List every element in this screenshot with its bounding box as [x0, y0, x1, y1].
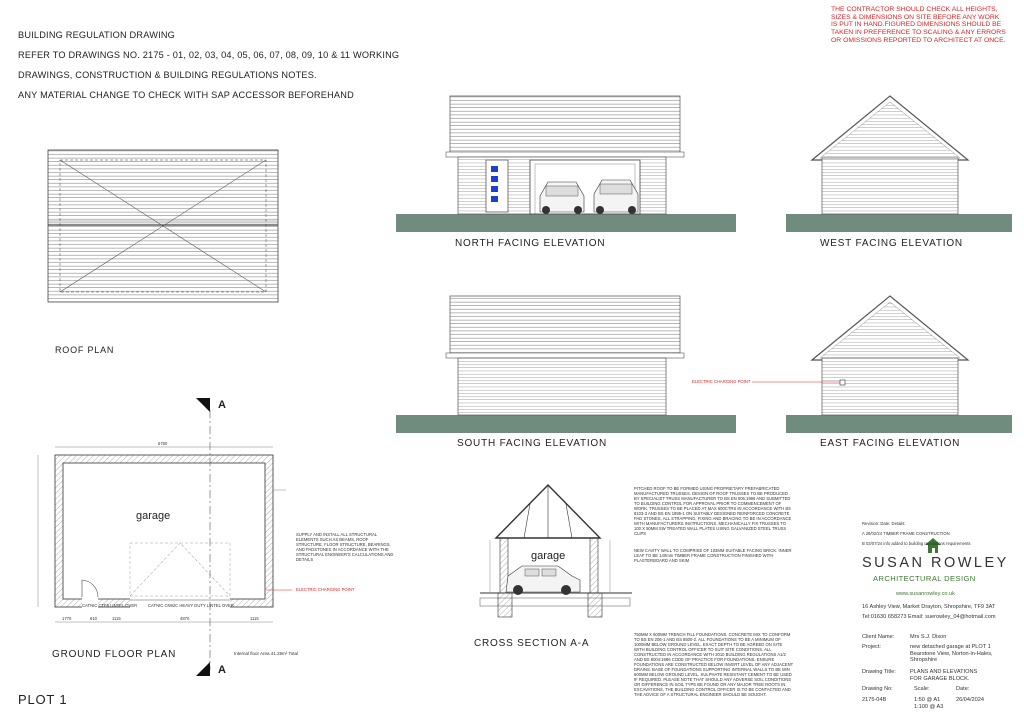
company-contact: Tel:01630 658273 Email: suerowley_04@hotmail.com: [862, 614, 996, 620]
east-charging-point: ELECTRIC CHARGING POINT: [692, 379, 751, 384]
dimension-bottom: 1115: [250, 616, 259, 621]
plot-label: PLOT 1: [18, 692, 68, 707]
drawing-title-label: Drawing Title:: [862, 669, 896, 675]
date-value: 26/04/2024: [956, 697, 984, 703]
client-label: Client Name:: [862, 634, 895, 640]
date-label: Date:: [956, 686, 970, 692]
cavity-wall-note: NEW CAVITY WALL TO COMPRISE OF 103MM SUITABLE FACING BRICK. INNER LEAF TO BE 140mm TIMBER FRAME CONSTRUCTION FINISHED WITH PLASTERBOARD AND SKIM: [634, 548, 792, 563]
dimension-bottom: 1115: [112, 616, 121, 621]
company-subtitle: ARCHITECTURAL DESIGN: [873, 574, 976, 583]
revision-row: A 26/02/24 TIMBER FRAME CONSTRUCTION: [862, 531, 950, 536]
east-elevation-drawing: [752, 296, 1012, 433]
header-line: DRAWINGS, CONSTRUCTION & BUILDING REGULATIONS NOTES.: [18, 70, 317, 80]
dimension-bottom: 610: [90, 616, 97, 621]
east-elevation-label: EAST FACING ELEVATION: [820, 438, 961, 449]
company-name: SUSAN ROWLEY: [862, 555, 1009, 571]
west-elevation-label: WEST FACING ELEVATION: [820, 238, 963, 249]
scale-value: 1:50 @ A1 1:100 @ A3: [914, 697, 944, 710]
contractor-warning: THE CONTRACTOR SHOULD CHECK ALL HEIGHTS, SIZES & DIMENSIONS ON SITE BEFORE ANY WORK IS PUT IN HAND.FIGURED DIMENSIONS SHOULD BE TAKEN IN PREFERENCE TO SCALING & ANY ERRORS OR OMISSIONS REPORTED TO ARCHITECT AT ONCE.: [831, 6, 1006, 44]
lintel-note-left: CATNIC CTF5 LINTEL OVER: [82, 603, 138, 608]
drawing-title-row: [862, 669, 1012, 682]
project-label: Project:: [862, 644, 881, 650]
scale-label: Scale:: [914, 686, 930, 692]
dimension-bottom: 4870: [180, 616, 190, 621]
section-marker-top: A: [218, 399, 226, 411]
section-room-label: garage: [531, 550, 566, 562]
cross-section-label: CROSS SECTION A-A: [474, 638, 590, 649]
roof-plan-drawing: [48, 150, 278, 302]
dimension-bottom: 1770: [62, 616, 72, 621]
ground-floor-plan-drawing: [38, 398, 292, 676]
revision-table: [862, 516, 1012, 551]
dimension-top: 6760: [158, 441, 168, 446]
west-elevation-drawing: [786, 96, 1012, 232]
lintel-note-right: CATNIC CN92C HEAVY DUTY LINTEL OVER: [148, 603, 234, 608]
drawing-title-value: PLANS AND ELEVATIONS FOR GARAGE BLOCK.: [910, 669, 978, 682]
roof-truss-note: PITCHED ROOF TO BE FORMED USING PROPRIETARY PREFABRICATED MANUFACTURED TRUSSES. DESIGN OF ROOF TRUSSES TO BE PRODUCED BY SPECIALIST TRUSS MANUFACTURER TO BS EN 005:1996 AND SUBMITTED TO BUILDING CONTROL FOR APPROVAL PRIOR TO COMMENCEMENT OF WORK. TRUSSES TO BE PLACED AT MAX 600CTRS IN ACCORDANCE WITH BS 8103-3 AND BS EN 1995-1 ON SUITABLY DESIGNED REINFORCED CONCRETE PAD STONES. ALL STRAPPING, FIXING AND BRACING TO BE IN ACCORDANCE WITH MANUFACTURERS INSTRUCTIONS. MECHANICALLY FIX TRUSSES TO 100 X 50MM SW TREATED WALL PLATES USING GALVANIZED STEEL TRUSS CLIPS: [634, 486, 792, 536]
company-website[interactable]: www.susanrowley.co.uk: [896, 591, 955, 597]
ground-floor-plan-label: GROUND FLOOR PLAN: [52, 649, 177, 660]
header-line: REFER TO DRAWINGS NO. 2175 - 01, 02, 03, 04, 05, 06, 07, 08, 09, 10 & 11 WORKING: [18, 50, 400, 60]
revision-header: Revision: Date: Details:: [862, 521, 906, 526]
south-elevation-drawing: [396, 296, 736, 433]
plan-room-label: garage: [136, 510, 171, 522]
north-elevation-drawing: [396, 96, 736, 232]
plan-charging-point: ELECTRIC CHARGING POINT: [296, 587, 355, 592]
structural-note: SUPPLY AND INSTALL ALL STRUCTURAL ELEMENTS SUCH AS BEAMS, ROOF STRUCTURE, FLOOR STRUCTURE, BEARINGS, AND PADSTONES IN ACCORDANCE WITH THE STRUCTURAL ENGINEER'S CALCULATIONS AND DETAILS: [296, 532, 394, 562]
company-address: 16 Ashley View, Market Drayton, Shropshire, TF9 3AT: [862, 604, 996, 610]
header-line: BUILDING REGULATION DRAWING: [18, 30, 176, 40]
client-row: [862, 634, 1012, 641]
section-marker-bottom: A: [218, 664, 226, 676]
south-elevation-label: SOUTH FACING ELEVATION: [457, 438, 608, 449]
drawing-no-value: 2175-04B: [862, 697, 887, 703]
project-value: new detached garage at PLOT 1 Bearstone View, Norton-in-Hales, Shropshire: [910, 644, 993, 664]
floor-area: Internal floor Area 41.29m² Total: [234, 651, 298, 656]
header-line: ANY MATERIAL CHANGE TO CHECK WITH SAP ACCESSOR BEFOREHAND: [18, 90, 354, 100]
revision-row: B 03/07/24 info added to building regulations requirements: [862, 541, 971, 546]
roof-plan-label: ROOF PLAN: [55, 345, 115, 355]
project-row: [862, 644, 1012, 664]
foundation-note: 750MM X 600MM TRENCH FILL FOUNDATIONS. CONCRETE MIX TO CONFORM TO BS EN 206-1 AND BS 8500-2. ALL FOUNDATIONS TO BE A MINIMUM OF 1000MM BELOW GROUND LEVEL. EXACT DEPTH TO BE AGREED ON SITE WITH BUILDING CONTROL OFFICER TO SUIT SITE CONDITIONS. ALL CONSTRUCTED IN ACCORDANCE WITH 2010 BUILDING REGULATIONS A1/2 AND BS 8004:1986 CODE OF PRACTICE FOR FOUNDATIONS. ENSURE FOUNDATIONS ARE CONSTRUCTED BELOW INVERT LEVEL OF ANY ADJACENT DRAINS. BASE OF FOUNDATIONS SUPPORTING INTERNAL WALLS TO BE MIN 600MM BELOW GROUND LEVEL. SULPHATE RESISTANT CEMENT TO BE USED IF REQUIRED. PLEASE NOTE THAT SHOULD ANY ADVERSE SOIL CONDITIONS OR DIFFERENCE IN SOIL TYPE BE FOUND OR ANY MAJOR TREE ROOTS IN EXCAVATIONS, THE BUILDING CONTROL OFFICER IS TO BE CONTACTED AND THE ADVICE OF A STRUCTURAL ENGINEER SHOULD BE SOUGHT.: [634, 632, 794, 697]
drawing-no-label: Drawing No:: [862, 686, 893, 692]
client-value: Mrs S.J. Dixon: [910, 634, 947, 640]
north-elevation-label: NORTH FACING ELEVATION: [455, 238, 606, 249]
